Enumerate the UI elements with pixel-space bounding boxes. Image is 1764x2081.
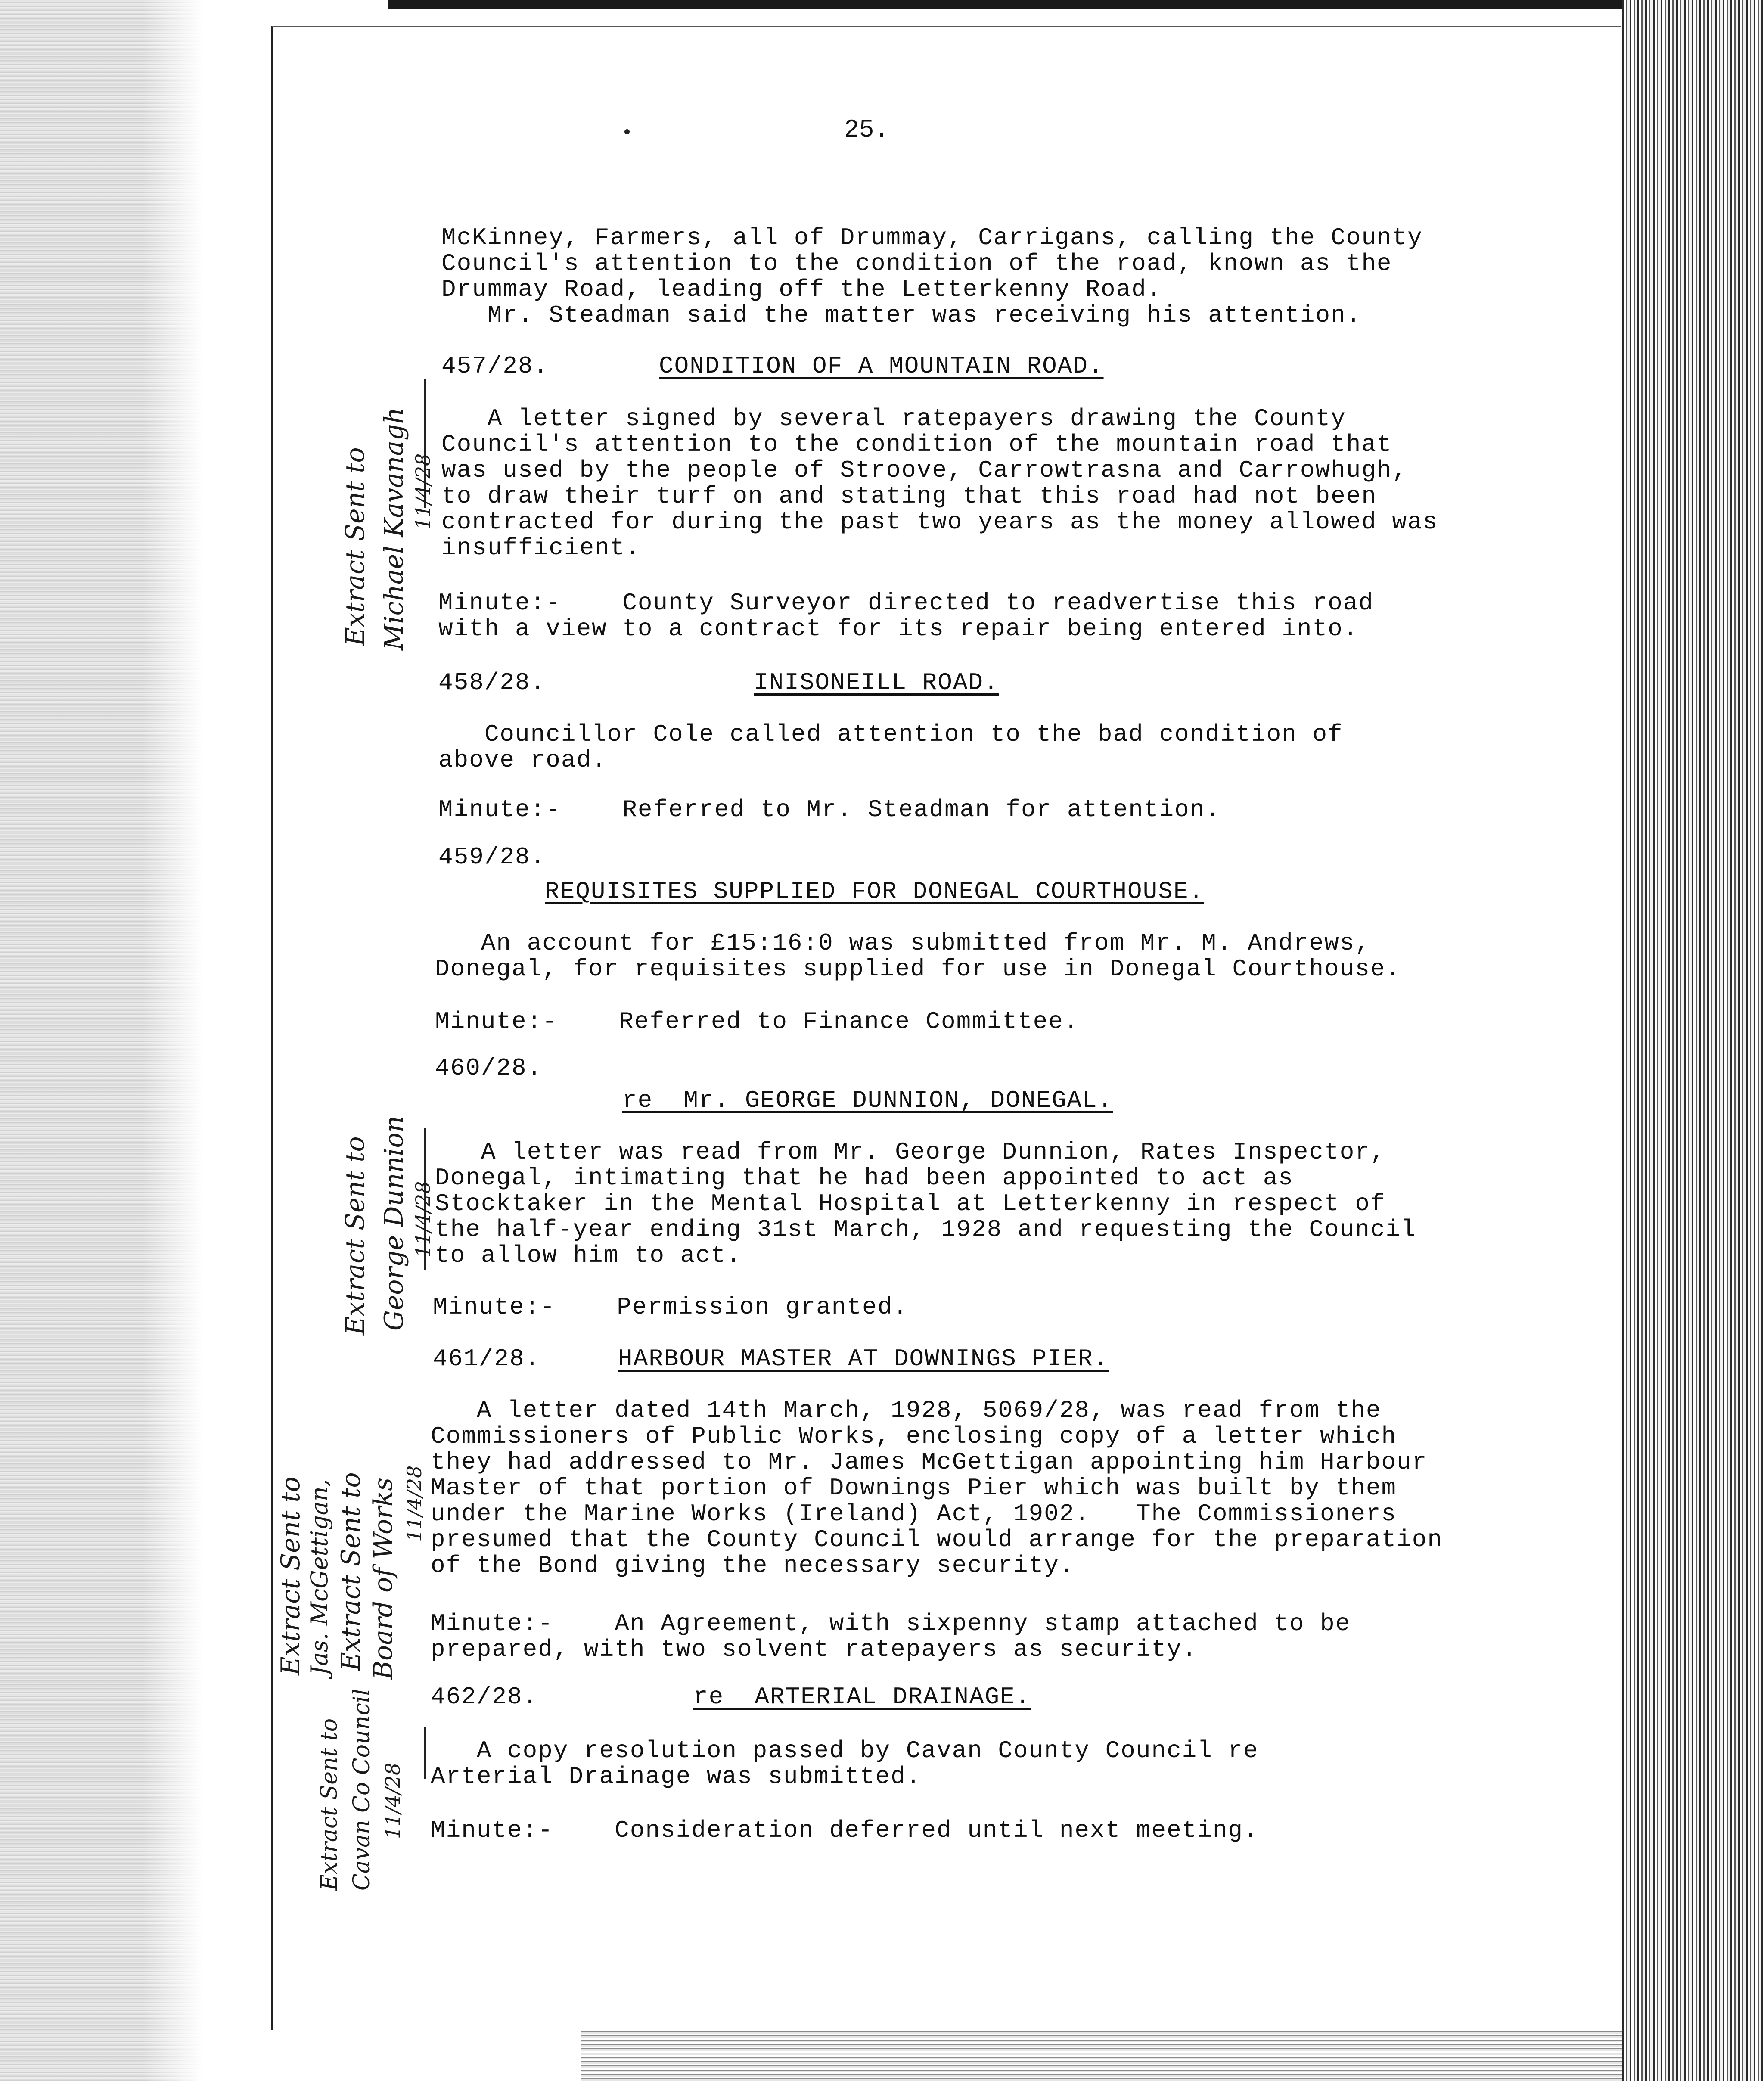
margin-note-460-date: 11/4/28: [411, 1181, 435, 1258]
minute-line: Minute:- Referred to Mr. Steadman for attention.: [438, 796, 1221, 823]
item-number: 458/28.: [438, 669, 546, 696]
margin-note-460: George Dunnion: [379, 1115, 409, 1331]
text-line: Donegal, for requisites supplied for use in Donegal Courthouse.: [435, 955, 1401, 983]
text-line: Council's attention to the condition of the mountain road that: [441, 431, 1392, 458]
text-line: McKinney, Farmers, all of Drummay, Carrigans, calling the County: [441, 224, 1423, 252]
text-line: A letter signed by several ratepayers drawing the County: [441, 405, 1346, 432]
text-line: A letter was read from Mr. George Dunnion, Rates Inspector,: [435, 1138, 1386, 1166]
book-binding-shadow: [0, 0, 202, 2081]
text-line: Arterial Drainage was submitted.: [431, 1763, 922, 1790]
item-title: HARBOUR MASTER AT DOWNINGS PIER.: [618, 1345, 1109, 1373]
page-stack-bottom: [581, 2029, 1622, 2081]
text-line: Stocktaker in the Mental Hospital at Letterkenny in respect of: [435, 1190, 1386, 1218]
margin-note-457: Extract Sent to: [340, 447, 370, 646]
text-line: Mr. Steadman said the matter was receiving his attention.: [441, 301, 1362, 329]
item-number: 460/28.: [435, 1054, 543, 1082]
minute-line: prepared, with two solvent ratepayers as security.: [431, 1636, 1198, 1663]
minute-line: Minute:- Permission granted.: [433, 1293, 908, 1321]
text-line: Donegal, intimating that he had been appointed to act as: [435, 1164, 1294, 1192]
minute-line: Minute:- Referred to Finance Committee.: [435, 1008, 1079, 1035]
item-title: CONDITION OF A MOUNTAIN ROAD.: [659, 352, 1104, 380]
text-line: of the Bond giving the necessary security.: [431, 1552, 1075, 1579]
text-line: contracted for during the past two years as the money allowed was: [441, 508, 1438, 536]
text-line: Drummay Road, leading off the Letterkenny Road.: [441, 276, 1162, 303]
margin-note-461: Board of Works: [368, 1477, 398, 1680]
page-stack-edge: [1622, 0, 1764, 2081]
minute-line: Minute:- An Agreement, with sixpenny stamp attached to be: [431, 1610, 1351, 1637]
item-title: re ARTERIAL DRAINAGE.: [693, 1683, 1031, 1711]
margin-note-457-date: 11/4/28: [411, 453, 435, 530]
text-line: presumed that the County Council would arrange for the preparation: [431, 1526, 1443, 1553]
text-line: Commissioners of Public Works, enclosing copy of a letter which: [431, 1423, 1397, 1450]
text-line: to allow him to act.: [435, 1242, 742, 1269]
item-number: 461/28.: [433, 1345, 540, 1373]
minute-line: Minute:- County Surveyor directed to readvertise this road: [438, 589, 1374, 617]
margin-note-461: Jas. McGettigan,: [306, 1479, 333, 1675]
item-title: REQUISITES SUPPLIED FOR DONEGAL COURTHOUSE.: [545, 878, 1205, 905]
margin-note-461: Extract Sent to: [336, 1472, 366, 1671]
text-line: the half-year ending 31st March, 1928 and requesting the Council: [435, 1216, 1416, 1243]
text-line: An account for £15:16:0 was submitted from Mr. M. Andrews,: [435, 929, 1370, 957]
item-number: 457/28.: [441, 352, 549, 380]
margin-note-462-date: 11/4/28: [381, 1762, 404, 1839]
margin-bracket: [424, 1727, 426, 1779]
margin-note-457: Michael Kavanagh: [379, 407, 409, 650]
margin-note-462: Extract Sent to: [317, 1718, 342, 1891]
page-number: 25.: [844, 116, 889, 144]
minute-line: Minute:- Consideration deferred until next meeting.: [431, 1817, 1259, 1844]
text-line: to draw their turf on and stating that this road had not been: [441, 482, 1377, 510]
text-line: Master of that portion of Downings Pier which was built by them: [431, 1474, 1397, 1502]
item-number: 459/28.: [438, 843, 546, 871]
item-number: 462/28.: [431, 1683, 538, 1711]
text-line: above road.: [438, 746, 607, 774]
ink-dot: [624, 129, 630, 134]
minute-line: with a view to a contract for its repair being entered into.: [438, 615, 1359, 643]
text-line: Councillor Cole called attention to the bad condition of: [438, 721, 1343, 748]
text-line: A letter dated 14th March, 1928, 5069/28, was read from the: [431, 1397, 1382, 1424]
margin-note-462: Cavan Co Council: [349, 1688, 375, 1891]
text-line: they had addressed to Mr. James McGettigan appointing him Harbour: [431, 1448, 1428, 1476]
margin-note-460: Extract Sent to: [340, 1136, 370, 1335]
margin-note-461: Extract Sent to: [276, 1476, 306, 1675]
item-title: re Mr. GEORGE DUNNION, DONEGAL.: [622, 1087, 1113, 1114]
item-title: INISONEILL ROAD.: [754, 669, 999, 696]
text-line: was used by the people of Stroove, Carrowtrasna and Carrowhugh,: [441, 457, 1408, 484]
text-line: A copy resolution passed by Cavan County Council re: [431, 1737, 1259, 1764]
text-line: insufficient.: [441, 534, 641, 562]
text-line: Council's attention to the condition of the road, known as the: [441, 250, 1392, 277]
text-line: under the Marine Works (Ireland) Act, 1902. The Commissioners: [431, 1500, 1397, 1528]
margin-note-461-date: 11/4/28: [403, 1465, 426, 1542]
top-edge-strip: [388, 0, 1622, 9]
